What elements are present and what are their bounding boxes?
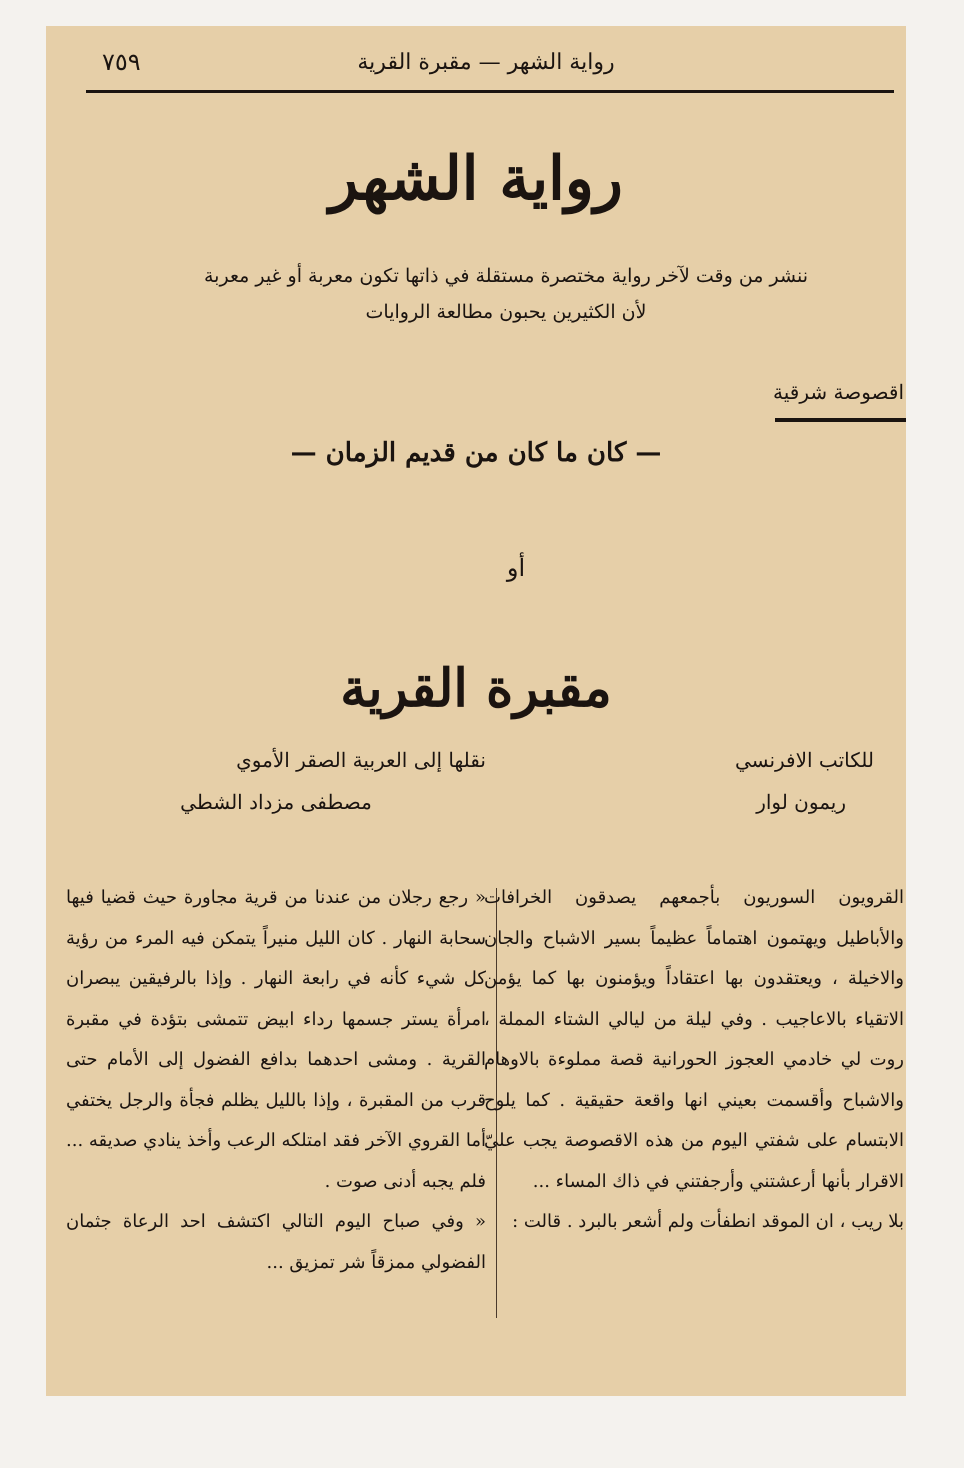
story-subtitle: — كان ما كان من قديم الزمان — bbox=[290, 438, 662, 468]
text-column-left bbox=[66, 878, 486, 1283]
or-word: أو bbox=[506, 554, 526, 582]
paragraph: بلا ريب ، ان الموقد انطفأت ولم أشعر بالبرد . قالت : bbox=[512, 1211, 904, 1232]
header-rule bbox=[86, 90, 894, 93]
category-label: اقصوصة شرقية bbox=[773, 380, 904, 404]
text-column-right bbox=[484, 878, 904, 1243]
translator-name: مصطفى مزداد الشطي bbox=[180, 790, 372, 814]
tagline-line: ننشر من وقت لآخر رواية مختصرة مستقلة في ذاتها تكون معربة أو غير معربة bbox=[204, 265, 808, 287]
translator-label: نقلها إلى العربية الصقر الأموي bbox=[236, 748, 486, 772]
author-name: ريمون لوار bbox=[756, 790, 846, 814]
running-title: رواية الشهر — مقبرة القرية bbox=[357, 50, 615, 75]
magazine-title: رواية الشهر bbox=[329, 144, 623, 214]
paragraph: القرويون السوريون بأجمعهم يصدقون الخرافات والأباطيل ويهتمون اهتماماً عظيماً بسير الاشباح والجان والاخيلة ، ويعتقدون بها اعتقاداً ويؤمنون بها كما يؤمن الاتقياء بالاعاجيب . وفي ليلة من ليالي الشتاء المملة ، روت لي خادمي العجوز الحورانية قصة مملوءة بالاوهام والاشباح وأقسمت بعيني انها واقعة حقيقية . كما يلوح الابتسام على شفتي اليوم من هذه الاقصوصة يجب عليّ الاقرار بأنها أرعشتني وأرجفتني في ذاك المساء ... bbox=[484, 887, 904, 1192]
tagline-line: لأن الكثيرين يحبون مطالعة الروايات bbox=[365, 301, 647, 323]
magazine-tagline bbox=[156, 258, 856, 330]
story-title: مقبرة القرية bbox=[340, 658, 612, 719]
category-underline bbox=[775, 418, 906, 422]
author-label: للكاتب الافرنسي bbox=[734, 748, 874, 772]
page-number: ٧٥٩ bbox=[102, 48, 141, 76]
document-page bbox=[46, 26, 906, 1396]
paragraph: « وفي صباح اليوم التالي اكتشف احد الرعاة جثمان الفضولي ممزقاً شر تمزيق ... bbox=[66, 1211, 486, 1273]
paragraph: « رجع رجلان من عندنا من قرية مجاورة حيث قضيا فيها سحابة النهار . كان الليل منيراً يتمكن فيه المرء من رؤية كل شيء كأنه في رابعة النهار . وإذا بالرفيقين يبصران امرأة يستر جسمها رداء ابيض تتمشى بتؤدة في مقبرة القرية . ومشى احدهما بدافع الفضول إلى الأمام حتى قرب من المقبرة ، وإذا بالليل يظلم فجأة والرجل يختفي أما القروي الآخر فقد امتلكه الرعب وأخذ ينادي صديقه ... فلم يجبه أدنى صوت . bbox=[66, 887, 486, 1192]
